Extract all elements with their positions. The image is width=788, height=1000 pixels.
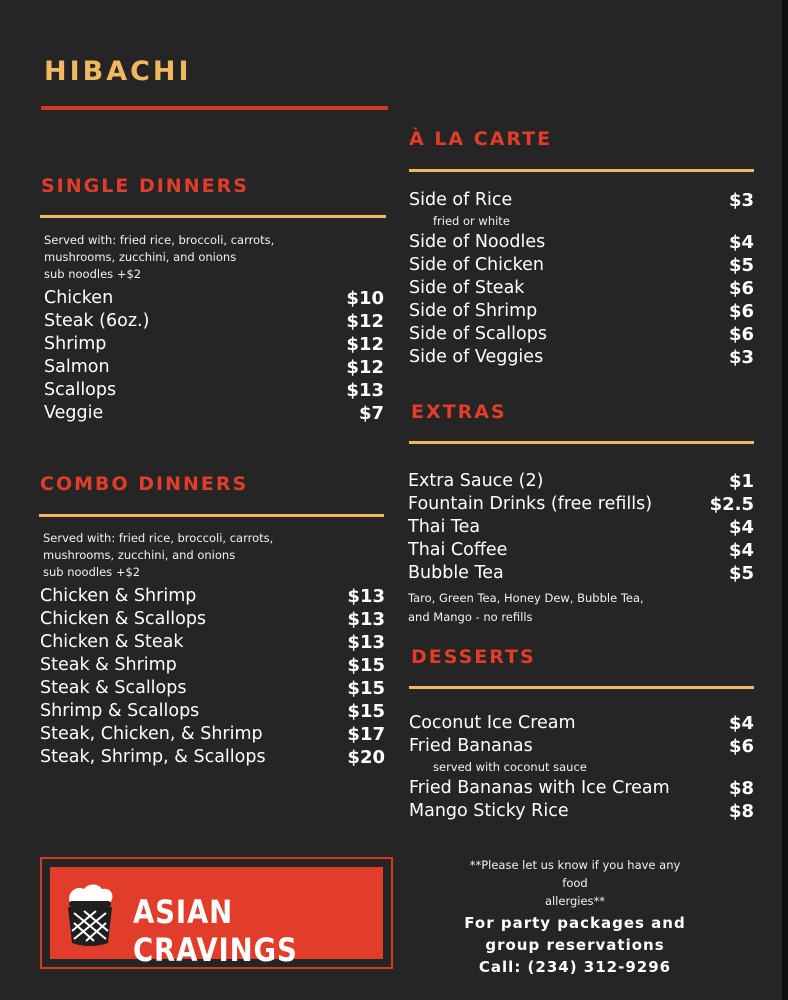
menu-item (44, 356, 384, 379)
item-name: Steak & Shrimp (40, 655, 177, 675)
item-price: $4 (728, 232, 754, 253)
item-name: Side of Rice (409, 190, 513, 210)
item-price: $15 (347, 701, 385, 722)
menu-item (409, 323, 754, 346)
item-name: Side of Steak (409, 278, 525, 298)
item-name: Side of Veggies (409, 347, 544, 367)
item-price: $5 (728, 563, 754, 584)
extras-list (408, 470, 754, 627)
item-price: $4 (728, 713, 754, 734)
item-name: Fried Bananas with Ice Cream (409, 778, 670, 798)
combo-dinners-note (43, 530, 273, 581)
phone-number: Call: (234) 312-9296 (478, 958, 672, 976)
item-price: $13 (346, 380, 384, 401)
menu-item (409, 254, 754, 277)
item-price: $17 (347, 724, 385, 745)
menu-item (408, 539, 754, 562)
menu-item (40, 746, 385, 769)
item-name: Side of Scallops (409, 324, 547, 344)
combo-dinners-divider (39, 514, 384, 517)
menu-item (40, 631, 385, 654)
item-price: $20 (347, 747, 385, 768)
party-line: group reservations (485, 936, 665, 954)
note-line: Served with: fried rice, broccoli, carrots, (43, 531, 274, 545)
note-line: sub noodles +$2 (43, 565, 141, 579)
item-price: $6 (728, 324, 754, 345)
alacarte-list (409, 189, 754, 369)
note-line: sub noodles +$2 (44, 267, 142, 281)
item-name: Shrimp (44, 334, 107, 354)
note-line: Taro, Green Tea, Honey Dew, Bubble Tea, (408, 591, 644, 605)
item-price: $15 (347, 678, 385, 699)
note-line: mushrooms, zucchini, and onions (43, 548, 236, 562)
note-line: Served with: fried rice, broccoli, carrots, (44, 233, 275, 247)
item-name: Scallops (44, 380, 117, 400)
item-name: Side of Noodles (409, 232, 546, 252)
hibachi-title: HIBACHI (44, 56, 192, 87)
item-name: Fried Bananas (409, 736, 533, 756)
menu-item (409, 777, 754, 800)
menu-item (408, 516, 754, 539)
menu-item (40, 654, 385, 677)
item-name: Steak & Scallops (40, 678, 187, 698)
menu-item (44, 310, 384, 333)
item-name: Chicken & Shrimp (40, 586, 197, 606)
item-price: $6 (728, 736, 754, 757)
alacarte-divider (409, 169, 754, 172)
hibachi-divider (41, 106, 388, 110)
menu-item (408, 470, 754, 493)
item-price: $15 (347, 655, 385, 676)
menu-item (44, 402, 384, 425)
item-name: Chicken & Steak (40, 632, 184, 652)
frame-edge (782, 0, 788, 1000)
item-price: $13 (347, 632, 385, 653)
item-name: Mango Sticky Rice (409, 801, 569, 821)
item-name: Thai Tea (408, 517, 481, 537)
item-price: $10 (346, 288, 384, 309)
menu-item (409, 189, 754, 212)
single-dinners-list (44, 287, 384, 425)
item-price: $13 (347, 586, 385, 607)
menu-item (44, 379, 384, 402)
allergy-note (456, 856, 694, 910)
desserts-list (409, 712, 754, 823)
single-dinners-note (44, 232, 274, 283)
item-price: $4 (728, 517, 754, 538)
item-name: Bubble Tea (408, 563, 504, 583)
logo-background (50, 867, 383, 969)
item-name: Steak, Shrimp, & Scallops (40, 747, 266, 767)
item-name: Steak (6oz.) (44, 311, 150, 331)
item-price: $6 (728, 278, 754, 299)
extras-divider (409, 441, 754, 444)
note-line: allergies** (544, 894, 606, 908)
item-price: $8 (728, 801, 754, 822)
note-line: **Please let us know if you have any food (469, 858, 681, 890)
menu-item (40, 723, 385, 746)
menu-item (408, 493, 754, 516)
item-price: $12 (346, 311, 384, 332)
alacarte-title: À LA CARTE (409, 128, 553, 150)
item-price: $8 (728, 778, 754, 799)
item-name: Salmon (44, 357, 110, 377)
single-dinners-divider (40, 215, 386, 218)
item-name: Side of Shrimp (409, 301, 538, 321)
item-name: Coconut Ice Cream (409, 713, 576, 733)
menu-item (409, 277, 754, 300)
party-line: For party packages and (464, 914, 686, 932)
menu-item (40, 700, 385, 723)
extras-title: EXTRAS (411, 401, 507, 423)
item-price: $1 (728, 471, 754, 492)
item-price: $2.5 (709, 494, 754, 515)
party-info (456, 912, 694, 978)
menu-item (40, 608, 385, 631)
item-name: Thai Coffee (408, 540, 508, 560)
desserts-title: DESSERTS (411, 646, 536, 668)
item-name: Extra Sauce (2) (408, 471, 544, 491)
brand-logo (40, 857, 393, 969)
rice-bowl-icon (62, 881, 118, 951)
item-price: $12 (346, 357, 384, 378)
logo-text: ASIAN CRAVINGS (133, 893, 298, 969)
menu-item (409, 800, 754, 823)
item-price: $13 (347, 609, 385, 630)
item-name: Steak, Chicken, & Shrimp (40, 724, 263, 744)
menu-item (409, 735, 754, 758)
item-subnote: served with coconut sauce (433, 760, 587, 774)
menu-item (44, 287, 384, 310)
menu-item (409, 346, 754, 369)
desserts-divider (409, 686, 754, 689)
single-dinners-title: SINGLE DINNERS (41, 175, 249, 197)
menu-item (409, 300, 754, 323)
item-price: $4 (728, 540, 754, 561)
item-price: $5 (728, 255, 754, 276)
combo-dinners-list (40, 585, 385, 769)
note-line: and Mango - no refills (408, 610, 533, 624)
item-name: Fountain Drinks (free refills) (408, 494, 653, 514)
item-price: $6 (728, 301, 754, 322)
item-price: $3 (728, 190, 754, 211)
item-price: $3 (728, 347, 754, 368)
item-name: Chicken & Scallops (40, 609, 207, 629)
item-name: Side of Chicken (409, 255, 545, 275)
item-name: Chicken (44, 288, 114, 308)
menu-item (409, 231, 754, 254)
note-line: mushrooms, zucchini, and onions (44, 250, 237, 264)
menu-item (44, 333, 384, 356)
menu-item (409, 712, 754, 735)
menu-item (40, 677, 385, 700)
combo-dinners-title: COMBO DINNERS (40, 473, 249, 495)
item-price: $12 (346, 334, 384, 355)
menu-item (40, 585, 385, 608)
menu-item (408, 562, 754, 585)
item-price: $7 (358, 403, 384, 424)
item-name: Veggie (44, 403, 104, 423)
item-subnote: fried or white (433, 214, 510, 228)
item-name: Shrimp & Scallops (40, 701, 200, 721)
extras-note (408, 589, 754, 627)
